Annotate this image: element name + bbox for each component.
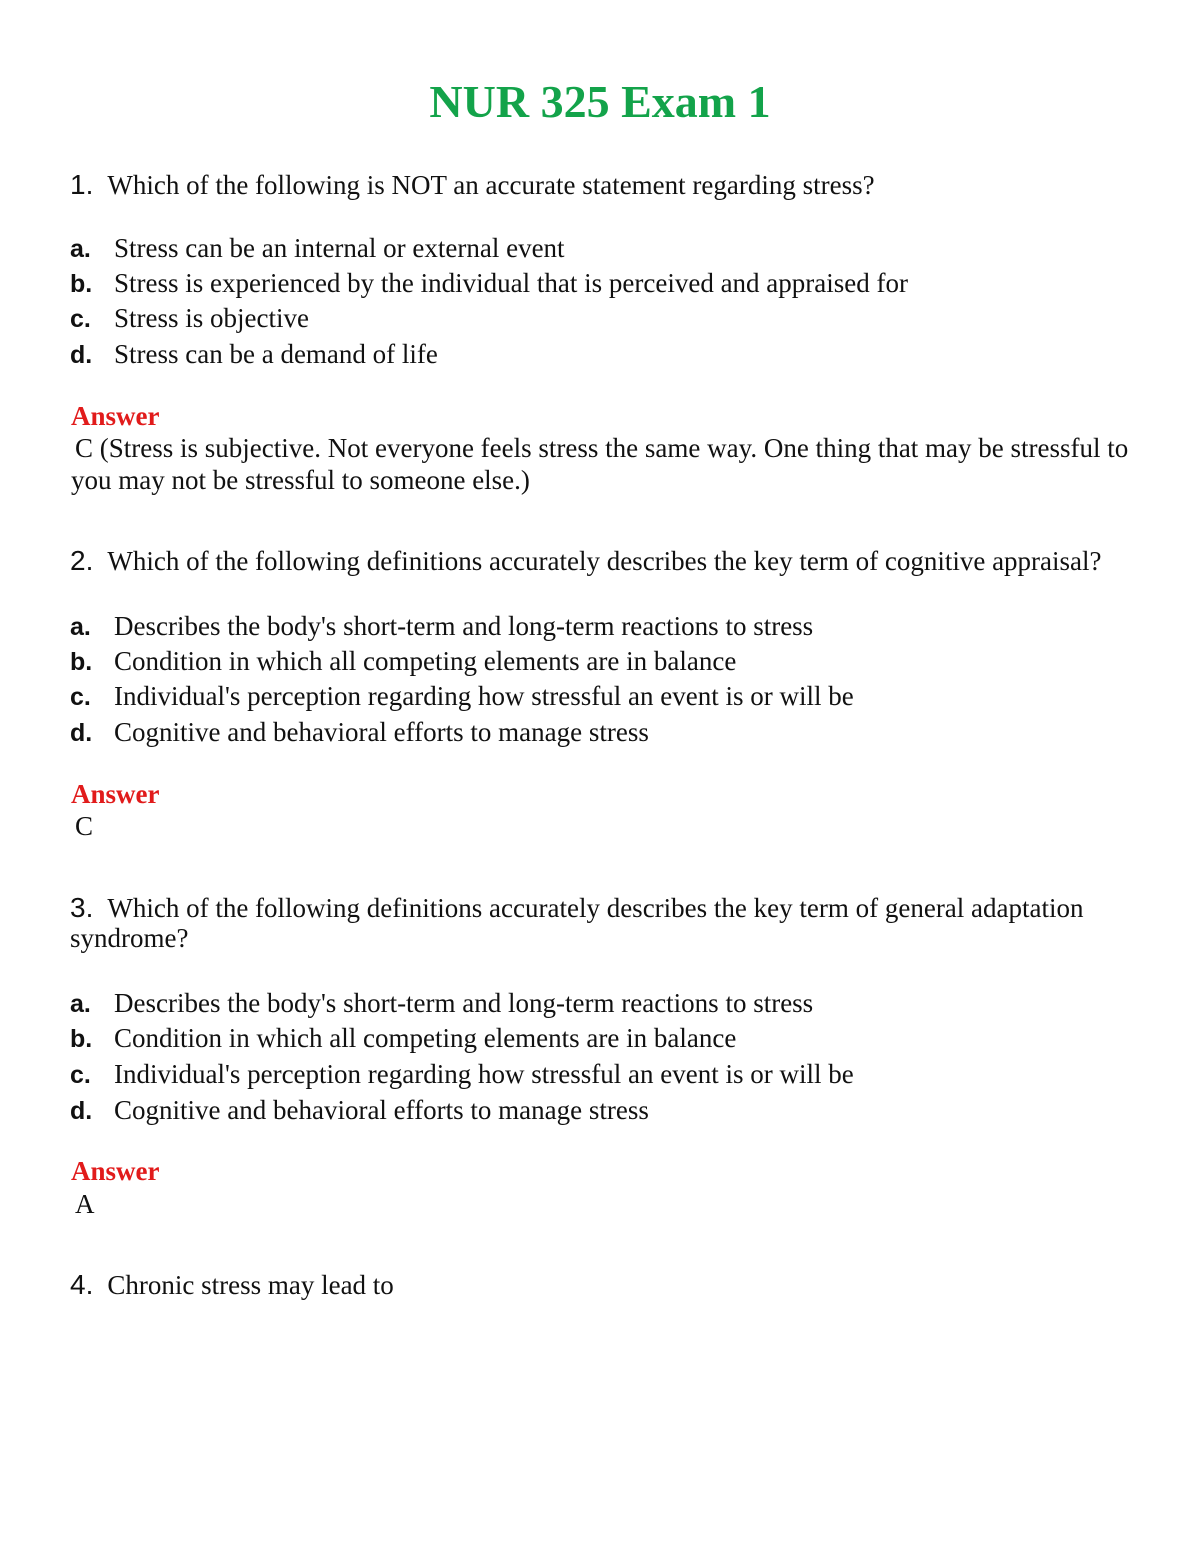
answer-label: Answer	[71, 401, 160, 431]
option-text: Stress is objective	[114, 303, 309, 333]
option-letter: d.	[70, 341, 93, 369]
question-4	[70, 1270, 1130, 1300]
question-2-option-c	[70, 679, 854, 714]
option-letter: a.	[70, 990, 91, 1018]
question-1-option-d	[70, 337, 438, 372]
option-letter: d.	[70, 1097, 93, 1125]
question-3-option-d	[70, 1093, 649, 1128]
option-text: Cognitive and behavioral efforts to manage stress	[114, 1095, 649, 1125]
question-1-option-a	[70, 231, 565, 266]
answer-text: C (Stress is subjective. Not everyone feels stress the same way. One thing that may be stressful to you may not be stressful to someone else.)	[71, 433, 1129, 495]
question-3-option-a	[70, 986, 813, 1021]
option-letter: a.	[70, 613, 91, 641]
option-text: Condition in which all competing elements are in balance	[114, 1023, 737, 1053]
question-2-option-d	[70, 715, 649, 750]
question-number: 4.	[70, 1269, 94, 1300]
option-letter: c.	[70, 683, 91, 711]
question-number: 3.	[70, 892, 94, 923]
question-number: 2.	[70, 545, 94, 576]
option-letter: b.	[70, 1025, 93, 1053]
option-letter: d.	[70, 719, 93, 747]
question-1-option-b	[70, 266, 908, 301]
option-text: Stress can be a demand of life	[114, 339, 438, 369]
option-letter: b.	[70, 648, 93, 676]
option-text: Individual's perception regarding how stressful an event is or will be	[114, 1059, 854, 1089]
question-text: Chronic stress may lead to	[107, 1270, 394, 1300]
question-3-option-c	[70, 1057, 854, 1092]
question-text: Which of the following definitions accurately describes the key term of general adaptation syndrome?	[70, 893, 1084, 953]
question-2-option-b	[70, 644, 736, 679]
answer-text: C	[75, 811, 94, 841]
page-title: NUR 325 Exam 1	[429, 76, 771, 127]
option-text: Describes the body's short-term and long-term reactions to stress	[114, 988, 814, 1018]
option-letter: a.	[70, 235, 91, 263]
option-letter: c.	[70, 1061, 91, 1089]
option-text: Stress can be an internal or external event	[114, 233, 565, 263]
answer-text: A	[75, 1189, 95, 1219]
option-text: Cognitive and behavioral efforts to manage stress	[114, 717, 649, 747]
question-2-option-a	[70, 609, 813, 644]
option-text: Stress is experienced by the individual that is perceived and appraised for	[114, 268, 908, 298]
question-1-option-c	[70, 301, 309, 336]
question-number: 1.	[70, 169, 94, 200]
question-3	[70, 893, 1130, 953]
option-text: Condition in which all competing elements are in balance	[114, 646, 737, 676]
question-2	[70, 546, 1130, 576]
option-letter: c.	[70, 305, 91, 333]
question-text: Which of the following is NOT an accurate statement regarding stress?	[107, 170, 875, 200]
option-text: Describes the body's short-term and long-term reactions to stress	[114, 611, 814, 641]
option-text: Individual's perception regarding how stressful an event is or will be	[114, 681, 854, 711]
answer-label: Answer	[71, 1156, 160, 1186]
question-text: Which of the following definitions accurately describes the key term of cognitive appraisal?	[107, 546, 1102, 576]
question-1	[70, 170, 1130, 200]
question-3-option-b	[70, 1021, 736, 1056]
option-letter: b.	[70, 270, 93, 298]
answer-label: Answer	[71, 779, 160, 809]
